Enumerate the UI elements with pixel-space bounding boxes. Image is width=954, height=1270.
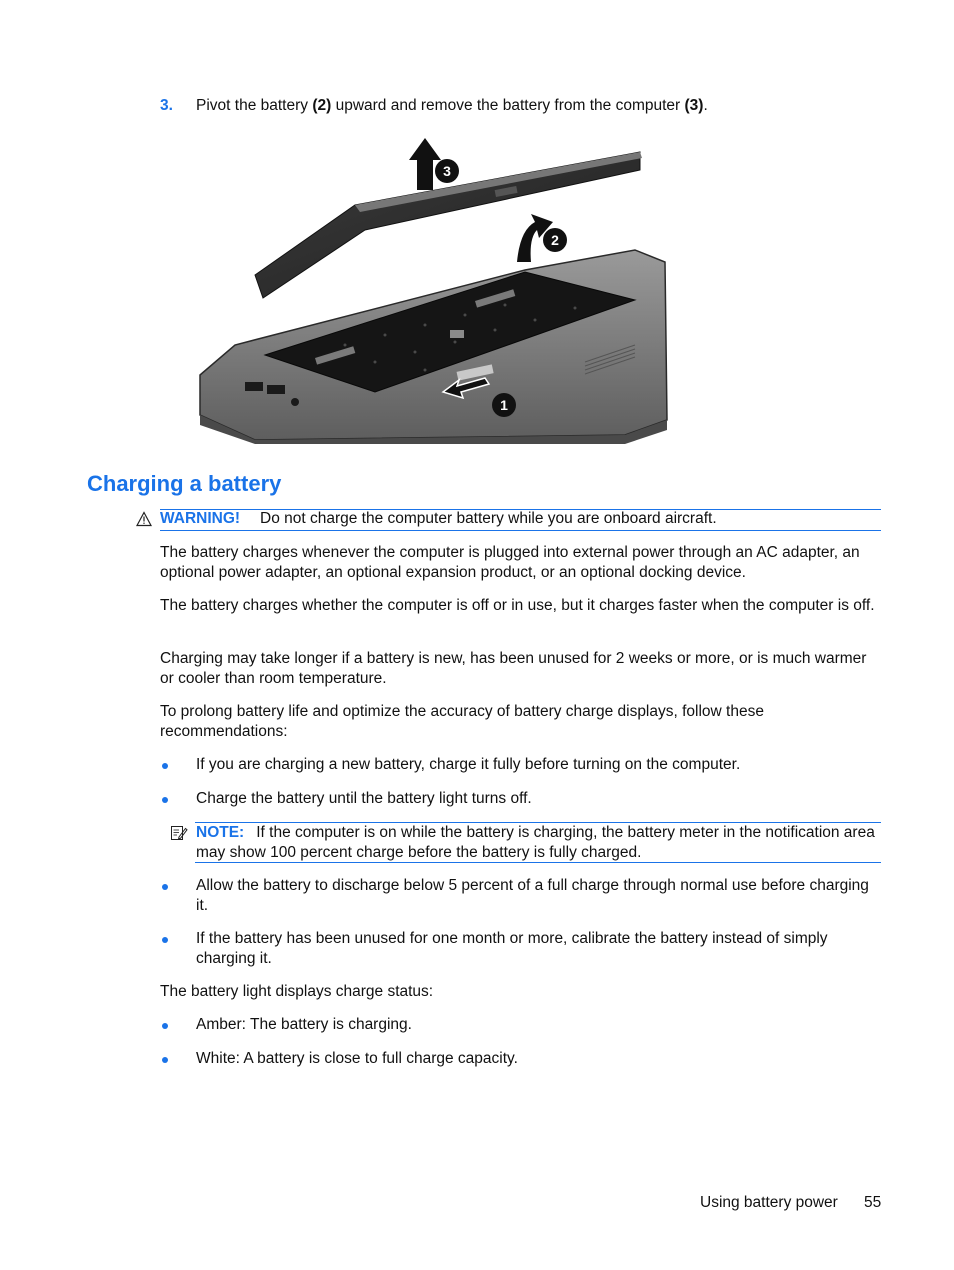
step-text-part: Pivot the battery <box>196 97 313 114</box>
battery-removal-illustration <box>195 130 675 445</box>
note-text-block <box>196 823 882 862</box>
page-number: 55 <box>864 1194 882 1211</box>
step-bold-ref: (2) <box>312 97 332 114</box>
section-heading: Charging a battery <box>87 471 282 496</box>
list-item: Allow the battery to discharge below 5 percent of a full charge through normal use before charging it. <box>196 877 869 914</box>
note-pencil-icon <box>170 824 188 842</box>
bullet-dot <box>162 937 168 943</box>
callout-1: 1 <box>500 397 508 413</box>
callout-3: 3 <box>443 163 451 179</box>
paragraph-charging-speed: The battery charges whether the computer is off or in use, but it charges faster when the computer is off. <box>160 597 875 614</box>
list-item: If the battery has been unused for one month or more, calibrate the battery instead of simply charging it. <box>196 930 828 967</box>
step-text-part: . <box>703 97 708 114</box>
step-bold-ref: (3) <box>684 97 704 114</box>
bullet-dot <box>162 1057 168 1063</box>
step-text-part: upward and remove the battery from the computer <box>331 97 685 114</box>
footer-section-title: Using battery power <box>700 1194 838 1211</box>
bullet-dot <box>162 763 168 769</box>
list-item: Charge the battery until the battery light turns off. <box>196 790 532 807</box>
list-item-status-white: White: A battery is close to full charge capacity. <box>196 1050 518 1067</box>
list-item-status-amber: Amber: The battery is charging. <box>196 1016 412 1033</box>
list-item: If you are charging a new battery, charge it fully before turning on the computer. <box>196 756 741 773</box>
paragraph-recommendations-intro: To prolong battery life and optimize the accuracy of battery charge displays, follow these recommendations: <box>160 703 764 740</box>
warning-label: WARNING! <box>160 510 241 527</box>
bullet-dot <box>162 797 168 803</box>
warning-triangle-icon <box>136 511 152 527</box>
callout-2: 2 <box>551 232 559 248</box>
bullet-dot <box>162 884 168 890</box>
paragraph-status-intro: The battery light displays charge status: <box>160 983 434 1000</box>
paragraph-charging-sources: The battery charges whenever the computer is plugged into external power through an AC adapter, an optional power adapter, an optional expansion product, or an optional docking device. <box>160 544 860 581</box>
note-label: NOTE: <box>196 824 245 841</box>
note-text: If the computer is on while the battery is charging, the battery meter in the notification area may show 100 percent charge before the battery is fully charged. <box>196 824 875 861</box>
paragraph-charging-time: Charging may take longer if a battery is new, has been unused for 2 weeks or more, or is much warmer or cooler than room temperature. <box>160 650 867 687</box>
warning-text: Do not charge the computer battery while you are onboard aircraft. <box>260 510 717 527</box>
step-number: 3. <box>160 97 173 114</box>
bullet-dot <box>162 1023 168 1029</box>
step-text <box>196 96 708 116</box>
